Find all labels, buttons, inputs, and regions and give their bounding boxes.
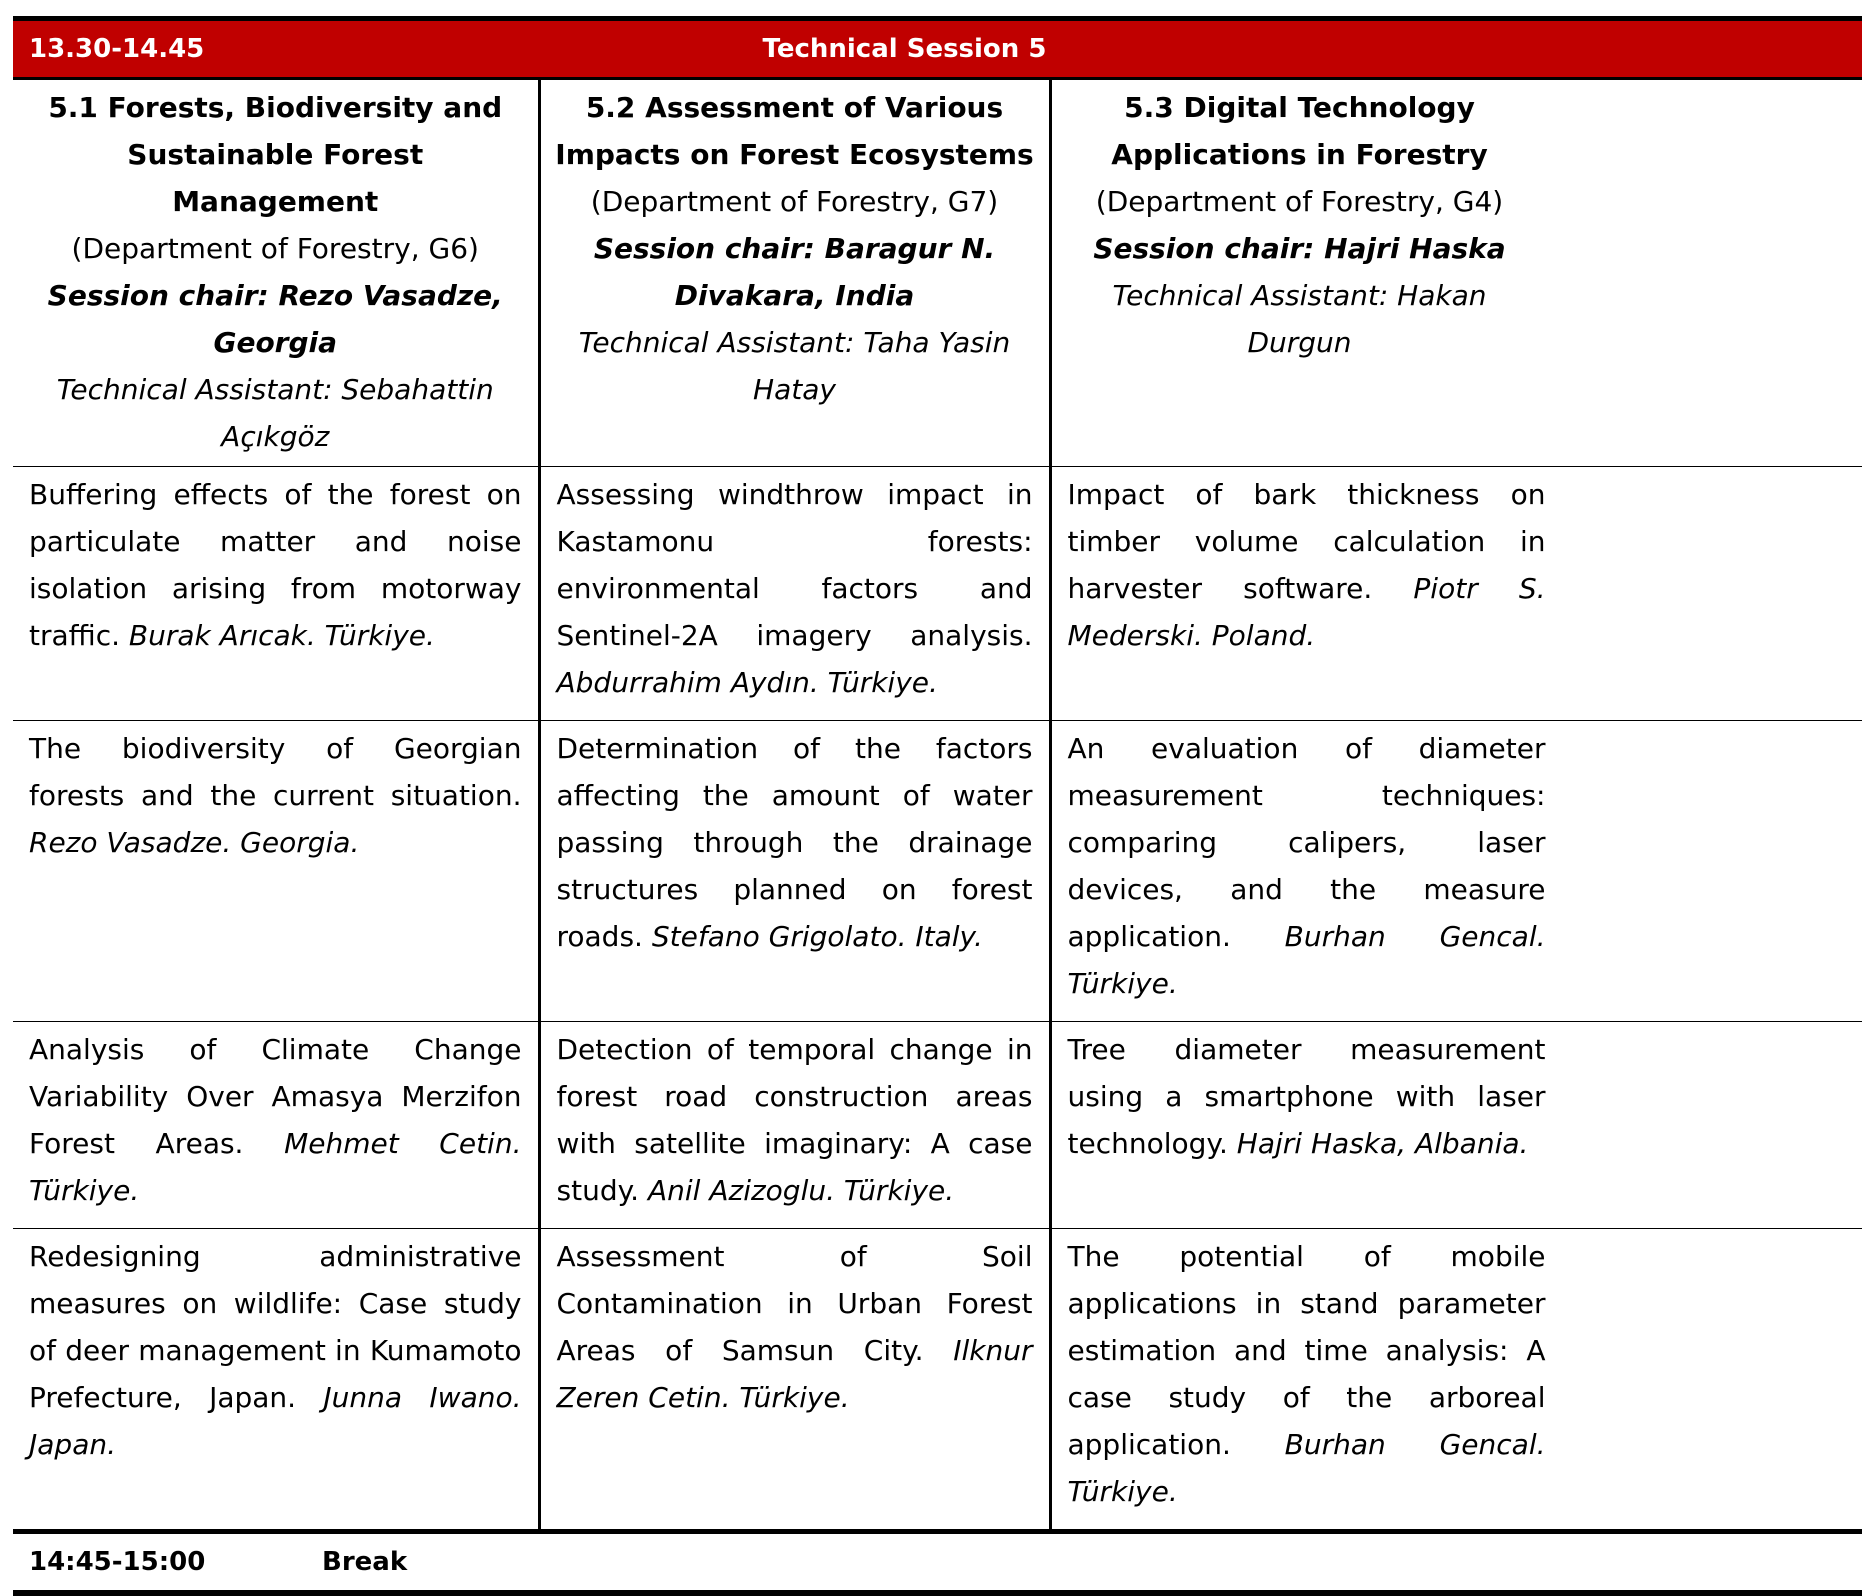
track-assistant: Technical Assistant: Taha Yasin Hatay bbox=[578, 326, 1011, 406]
paper-author: Ilknur Zeren Cetin. Türkiye. bbox=[556, 1334, 1033, 1414]
paper-title: An evaluation of diameter measurement techniques: comparing calipers, laser devices, and the measure application. bbox=[1067, 732, 1546, 953]
paper-cell-inner bbox=[1068, 1233, 1546, 1515]
track-header-row bbox=[13, 79, 1862, 467]
paper-title: The potential of mobile applications in stand parameter estimation and time analysis: A case study of the arboreal application. bbox=[1067, 1240, 1546, 1461]
schedule-table bbox=[13, 16, 1862, 1534]
paper-title: Analysis of Climate Change Variability Over Amasya Merzifon Forest Areas. bbox=[29, 1033, 522, 1160]
paper-cell bbox=[1050, 1229, 1862, 1532]
break-row bbox=[13, 1534, 1862, 1596]
paper-cell bbox=[13, 467, 539, 721]
paper-author: Burhan Gencal. Türkiye. bbox=[1067, 1428, 1546, 1508]
track-location: (Department of Forestry, G7) bbox=[590, 185, 999, 218]
paper-author: Anil Azizoglu. Türkiye. bbox=[647, 1174, 955, 1207]
paper-cell bbox=[539, 467, 1050, 721]
paper-cell bbox=[1050, 721, 1862, 1022]
paper-row bbox=[13, 1229, 1862, 1532]
track-title: 5.1 Forests, Biodiversity and Sustainable Forest Management bbox=[48, 91, 503, 218]
paper-cell bbox=[13, 1229, 539, 1532]
paper-cell bbox=[539, 1022, 1050, 1229]
paper-row bbox=[13, 467, 1862, 721]
paper-cell-inner bbox=[1068, 725, 1546, 1007]
paper-row bbox=[13, 721, 1862, 1022]
track-header-inner bbox=[1060, 84, 1540, 366]
track-chair: Session chair: Hajri Haska bbox=[1093, 232, 1506, 265]
paper-title: Detection of temporal change in forest road construction areas with satellite imaginary: A case study. bbox=[556, 1033, 1033, 1207]
paper-cell bbox=[1050, 1022, 1862, 1229]
paper-cell bbox=[13, 721, 539, 1022]
paper-title: Buffering effects of the forest on particulate matter and noise isolation arising from motorway traffic. bbox=[29, 478, 522, 652]
track-header-5-1 bbox=[13, 79, 539, 467]
track-location: (Department of Forestry, G4) bbox=[1095, 185, 1504, 218]
paper-cell bbox=[539, 1229, 1050, 1532]
paper-title: Assessing windthrow impact in Kastamonu forests: environmental factors and Sentinel-2A imagery analysis. bbox=[556, 478, 1033, 652]
paper-author: Burhan Gencal. Türkiye. bbox=[1067, 920, 1546, 1000]
session-title-text: Technical Session 5 bbox=[762, 34, 1047, 64]
paper-author: Hajri Haska, Albania. bbox=[1236, 1127, 1529, 1160]
paper-cell bbox=[1050, 467, 1862, 721]
session-time: 13.30-14.45 bbox=[13, 19, 539, 79]
session-schedule bbox=[13, 16, 1862, 1596]
paper-title: Determination of the factors affecting the amount of water passing through the drainage structures planned on forest roads. bbox=[556, 732, 1033, 953]
track-chair: Session chair: Baragur N. Divakara, India bbox=[593, 232, 996, 312]
paper-title: The biodiversity of Georgian forests and the current situation. bbox=[29, 732, 522, 812]
track-title: 5.3 Digital Technology Applications in Forestry bbox=[1111, 91, 1488, 171]
session-header-row bbox=[13, 19, 1862, 79]
paper-title: Tree diameter measurement using a smartphone with laser technology. bbox=[1067, 1033, 1546, 1160]
paper-author: Junna Iwano. Japan. bbox=[29, 1381, 522, 1461]
paper-cell-inner bbox=[1068, 471, 1546, 659]
paper-cell bbox=[539, 721, 1050, 1022]
paper-author: Rezo Vasadze. Georgia. bbox=[29, 826, 360, 859]
paper-author: Abdurrahim Aydın. Türkiye. bbox=[556, 666, 938, 699]
track-header-5-2 bbox=[539, 79, 1050, 467]
paper-cell bbox=[13, 1022, 539, 1229]
break-label: Break bbox=[322, 1547, 408, 1577]
track-assistant: Technical Assistant: Sebahattin Açıkgöz bbox=[56, 373, 494, 453]
break-time: 14:45-15:00 bbox=[29, 1547, 206, 1577]
track-chair: Session chair: Rezo Vasadze, Georgia bbox=[47, 279, 503, 359]
paper-title: Redesigning administrative measures on wildlife: Case study of deer management in Kumamoto Prefecture, Japan. bbox=[29, 1240, 522, 1414]
track-assistant: Technical Assistant: Hakan Durgun bbox=[1112, 279, 1487, 359]
paper-title: Assessment of Soil Contamination in Urban Forest Areas of Samsun City. bbox=[556, 1240, 1033, 1367]
paper-author: Piotr S. Mederski. Poland. bbox=[1067, 572, 1546, 652]
paper-cell-inner bbox=[1068, 1026, 1546, 1167]
paper-title: Impact of bark thickness on timber volume calculation in harvester software. bbox=[1067, 478, 1546, 605]
track-location: (Department of Forestry, G6) bbox=[71, 232, 479, 265]
paper-row bbox=[13, 1022, 1862, 1229]
track-header-5-3 bbox=[1050, 79, 1862, 467]
session-title bbox=[539, 19, 1862, 79]
paper-author: Burak Arıcak. Türkiye. bbox=[128, 619, 435, 652]
track-title: 5.2 Assessment of Various Impacts on Forest Ecosystems bbox=[555, 91, 1034, 171]
paper-author: Mehmet Cetin. Türkiye. bbox=[29, 1127, 522, 1207]
paper-author: Stefano Grigolato. Italy. bbox=[651, 920, 983, 953]
